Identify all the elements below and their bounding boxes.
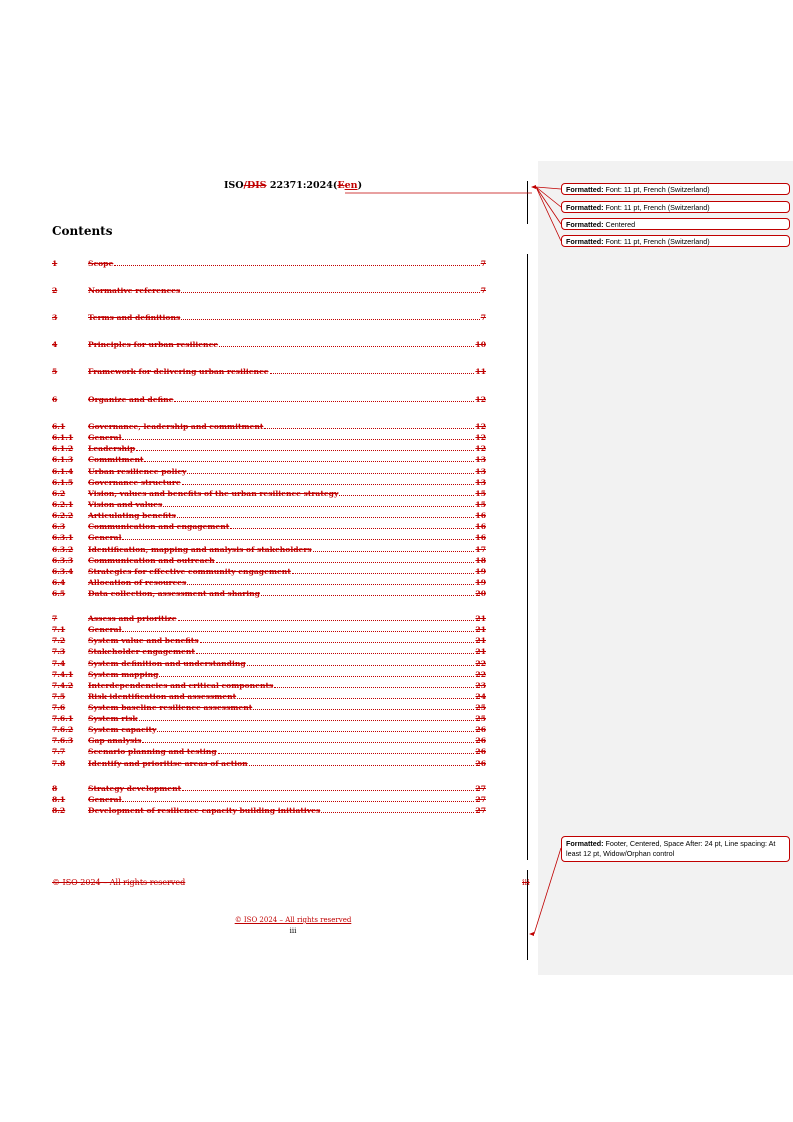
- toc-entry-page: 24: [475, 692, 486, 701]
- toc-entry-page: 12: [475, 395, 486, 404]
- toc-entry-number: 7.6: [52, 703, 66, 712]
- toc-entry-page: 27: [475, 795, 486, 804]
- toc-entry-number: 7.4: [52, 659, 66, 668]
- toc-entry-number: 6.3.4: [52, 567, 74, 576]
- toc-entry-title: Identification, mapping and analysis of stakeholders: [88, 545, 312, 554]
- footer-deleted-copyright: © ISO 2024 – All rights reserved: [52, 878, 186, 887]
- toc-entry-number: 7.1: [52, 625, 66, 634]
- toc-entry-title: Principles for urban resilience: [88, 340, 219, 349]
- toc-entry-number: 8.2: [52, 806, 66, 815]
- toc-entry-title: Strategies for effective community engagement: [88, 567, 291, 576]
- toc-entry-page: 7: [480, 259, 486, 268]
- toc-entry-number: 7.8: [52, 759, 66, 768]
- toc-entry-number: 7.5: [52, 692, 66, 701]
- toc-entry-title: System risk: [88, 714, 138, 723]
- toc-entry-title: Terms and definitions: [88, 313, 181, 322]
- toc-entry-title: Scenario planning and testing: [88, 747, 217, 756]
- toc-entry-title: Communication and outreach: [88, 556, 215, 565]
- balloon-2-label: Formatted:: [566, 203, 604, 212]
- toc-entry-title: Stakeholder engagement: [88, 647, 195, 656]
- toc-entry-page: 23: [475, 681, 486, 690]
- toc-entry-title: Vision and values: [88, 500, 163, 509]
- toc-entry-title: Commitment: [88, 455, 144, 464]
- toc-entry-title: Gap analysis: [88, 736, 142, 745]
- toc-entry-title: Governance structure: [88, 478, 181, 487]
- toc-entry-title: Development of resilience capacity building initiatives: [88, 806, 321, 815]
- toc-entry-number: 6.1: [52, 422, 66, 431]
- toc-entry-title: System value and benefits: [88, 636, 199, 645]
- toc-entry-page: 19: [475, 567, 486, 576]
- toc-entry-title: System capacity: [88, 725, 157, 734]
- toc-entry-page: 11: [475, 367, 486, 376]
- toc-entry-page: 25: [475, 703, 486, 712]
- toc-entry-title: Identify and prioritise areas of action: [88, 759, 248, 768]
- toc-entry-page: 21: [475, 636, 486, 645]
- toc-entry-title: General: [88, 625, 122, 634]
- toc-entry-page: 12: [475, 422, 486, 431]
- header-deleted-dis: /DIS: [243, 180, 267, 191]
- toc-entry-page: 13: [475, 478, 486, 487]
- balloon-2-text: Font: 11 pt, French (Switzerland): [603, 203, 710, 212]
- toc-entry-page: 15: [475, 489, 486, 498]
- toc-entry-title: Normative references: [88, 286, 181, 295]
- toc-entry-title: Urban resilience policy: [88, 467, 187, 476]
- toc-entry-page: 16: [475, 511, 486, 520]
- toc-entry-number: 6.2: [52, 489, 66, 498]
- header-suffix: ): [357, 180, 363, 191]
- balloon-5-label: Formatted:: [566, 839, 604, 848]
- toc-entry-number: 8.1: [52, 795, 66, 804]
- toc-entry-page: 27: [475, 806, 486, 815]
- toc-entry-title: Scope: [88, 259, 114, 268]
- toc-entry-page: 7: [480, 286, 486, 295]
- toc-entry-page: 16: [475, 522, 486, 531]
- header-deleted-e: E: [337, 180, 345, 191]
- balloon-4-label: Formatted:: [566, 237, 604, 246]
- toc-entry-title: Communication and engagement: [88, 522, 230, 531]
- toc-entry-number: 4: [52, 340, 58, 349]
- toc-entry-number: 6.2.1: [52, 500, 74, 509]
- toc-entry-number: 7.4.2: [52, 681, 74, 690]
- balloon-3-text: Centered: [603, 220, 636, 229]
- toc-entry-title: Leadership: [88, 444, 136, 453]
- toc-entry-number: 7.6.3: [52, 736, 74, 745]
- toc-entry-page: 22: [475, 670, 486, 679]
- toc-entry-page: 12: [475, 433, 486, 442]
- toc-entry-title: Governance, leadership and commitment: [88, 422, 264, 431]
- toc-entry-number: 6.3.1: [52, 533, 74, 542]
- toc-entry-page: 21: [475, 647, 486, 656]
- toc-entry-title: General: [88, 533, 122, 542]
- toc-entry-title: General: [88, 795, 122, 804]
- toc-entry-page: 26: [475, 759, 486, 768]
- toc-entry-number: 6.3: [52, 522, 66, 531]
- toc-entry-number: 6.4: [52, 578, 66, 587]
- header-inserted-en: en: [344, 180, 358, 191]
- format-balloon-1[interactable]: [561, 183, 790, 195]
- contents-heading: Contents: [52, 224, 113, 238]
- toc-entry-page: 18: [475, 556, 486, 565]
- toc-entry-page: 19: [475, 578, 486, 587]
- toc-entry-title: System definition and understanding: [88, 659, 246, 668]
- balloon-1-label: Formatted:: [566, 185, 604, 194]
- toc-entry-page: 21: [475, 614, 486, 623]
- toc-entry-number: 6.1.1: [52, 433, 74, 442]
- footer-inserted-copyright: © ISO 2024 – All rights reserved: [234, 916, 352, 924]
- toc-entry-number: 3: [52, 313, 58, 322]
- toc-entry-title: Organize and define: [88, 395, 174, 404]
- toc-entry-page: 13: [475, 455, 486, 464]
- footer-page-number: iii: [289, 927, 297, 935]
- toc-entry-number: 7.3: [52, 647, 66, 656]
- toc-entry-title: Data collection, assessment and sharing: [88, 589, 260, 598]
- toc-entry-number: 6.1.5: [52, 478, 74, 487]
- toc-entry-number: 7.4.1: [52, 670, 74, 679]
- toc-entry-number: 6.1.3: [52, 455, 74, 464]
- format-balloon-4[interactable]: [561, 235, 790, 247]
- toc-entry-number: 7.6.2: [52, 725, 74, 734]
- balloon-3-label: Formatted:: [566, 220, 604, 229]
- toc-entry-number: 1: [52, 259, 58, 268]
- format-balloon-3[interactable]: [561, 218, 790, 230]
- toc-entry-title: Assess and prioritize: [88, 614, 177, 623]
- toc-entry-title: System mapping: [88, 670, 159, 679]
- toc-entry-page: 13: [475, 467, 486, 476]
- toc-entry-number: 6.3.3: [52, 556, 74, 565]
- toc-entry-title: General: [88, 433, 122, 442]
- toc-entry-number: 7.6.1: [52, 714, 74, 723]
- balloon-4-text: Font: 11 pt, French (Switzerland): [603, 237, 710, 246]
- toc-entry-title: Vision, values and benefits of the urban resilience strategy: [88, 489, 339, 498]
- balloon-5-text: Footer, Centered, Space After: 24 pt, Line spacing: At least 12 pt, Widow/Orphan control: [566, 839, 776, 858]
- toc-entry-number: 6.2.2: [52, 511, 74, 520]
- toc-entry-number: 2: [52, 286, 58, 295]
- toc-entry-title: System baseline resilience assessment: [88, 703, 253, 712]
- footer-deleted-page-number: iii: [522, 878, 530, 887]
- toc-entry-page: 12: [475, 444, 486, 453]
- toc-entry-page: 20: [475, 589, 486, 598]
- toc-entry-page: 21: [475, 625, 486, 634]
- toc-entry-title: Framework for delivering urban resilience: [88, 367, 269, 376]
- toc-entry-title: Articulating benefits: [88, 511, 176, 520]
- toc-entry-page: 27: [475, 784, 486, 793]
- toc-entry-number: 6: [52, 395, 58, 404]
- toc-entry-number: 8: [52, 784, 58, 793]
- toc-entry-page: 22: [475, 659, 486, 668]
- balloon-1-text: Font: 11 pt, French (Switzerland): [603, 185, 710, 194]
- toc-entry-page: 26: [475, 725, 486, 734]
- toc-entry-page: 25: [475, 714, 486, 723]
- toc-entry-page: 7: [480, 313, 486, 322]
- toc-entry-number: 6.1.4: [52, 467, 74, 476]
- toc-entry-page: 17: [475, 545, 486, 554]
- format-balloon-2[interactable]: [561, 201, 790, 213]
- toc-entry-page: 26: [475, 747, 486, 756]
- toc-entry-page: 26: [475, 736, 486, 745]
- toc-entry-title: Allocation of resources: [88, 578, 187, 587]
- toc-entry-number: 7.7: [52, 747, 66, 756]
- toc-entry-title: Strategy development: [88, 784, 182, 793]
- toc-entry-page: 16: [475, 533, 486, 542]
- toc-entry-number: 6.1.2: [52, 444, 74, 453]
- header-middle: 22371:2024(: [266, 180, 338, 191]
- toc-entry-number: 6.3.2: [52, 545, 74, 554]
- toc-entry-number: 5: [52, 367, 58, 376]
- toc-entry-page: 10: [475, 340, 486, 349]
- toc-entry-number: 7.2: [52, 636, 66, 645]
- header-prefix: ISO: [223, 180, 244, 191]
- toc-entry-number: 6.5: [52, 589, 66, 598]
- toc-entry-title: Risk identification and assessment: [88, 692, 237, 701]
- toc-entry-number: 7: [52, 614, 58, 623]
- toc-entry-title: Interdependencies and critical components: [88, 681, 274, 690]
- format-balloon-5[interactable]: [561, 836, 790, 862]
- toc-entry-page: 15: [475, 500, 486, 509]
